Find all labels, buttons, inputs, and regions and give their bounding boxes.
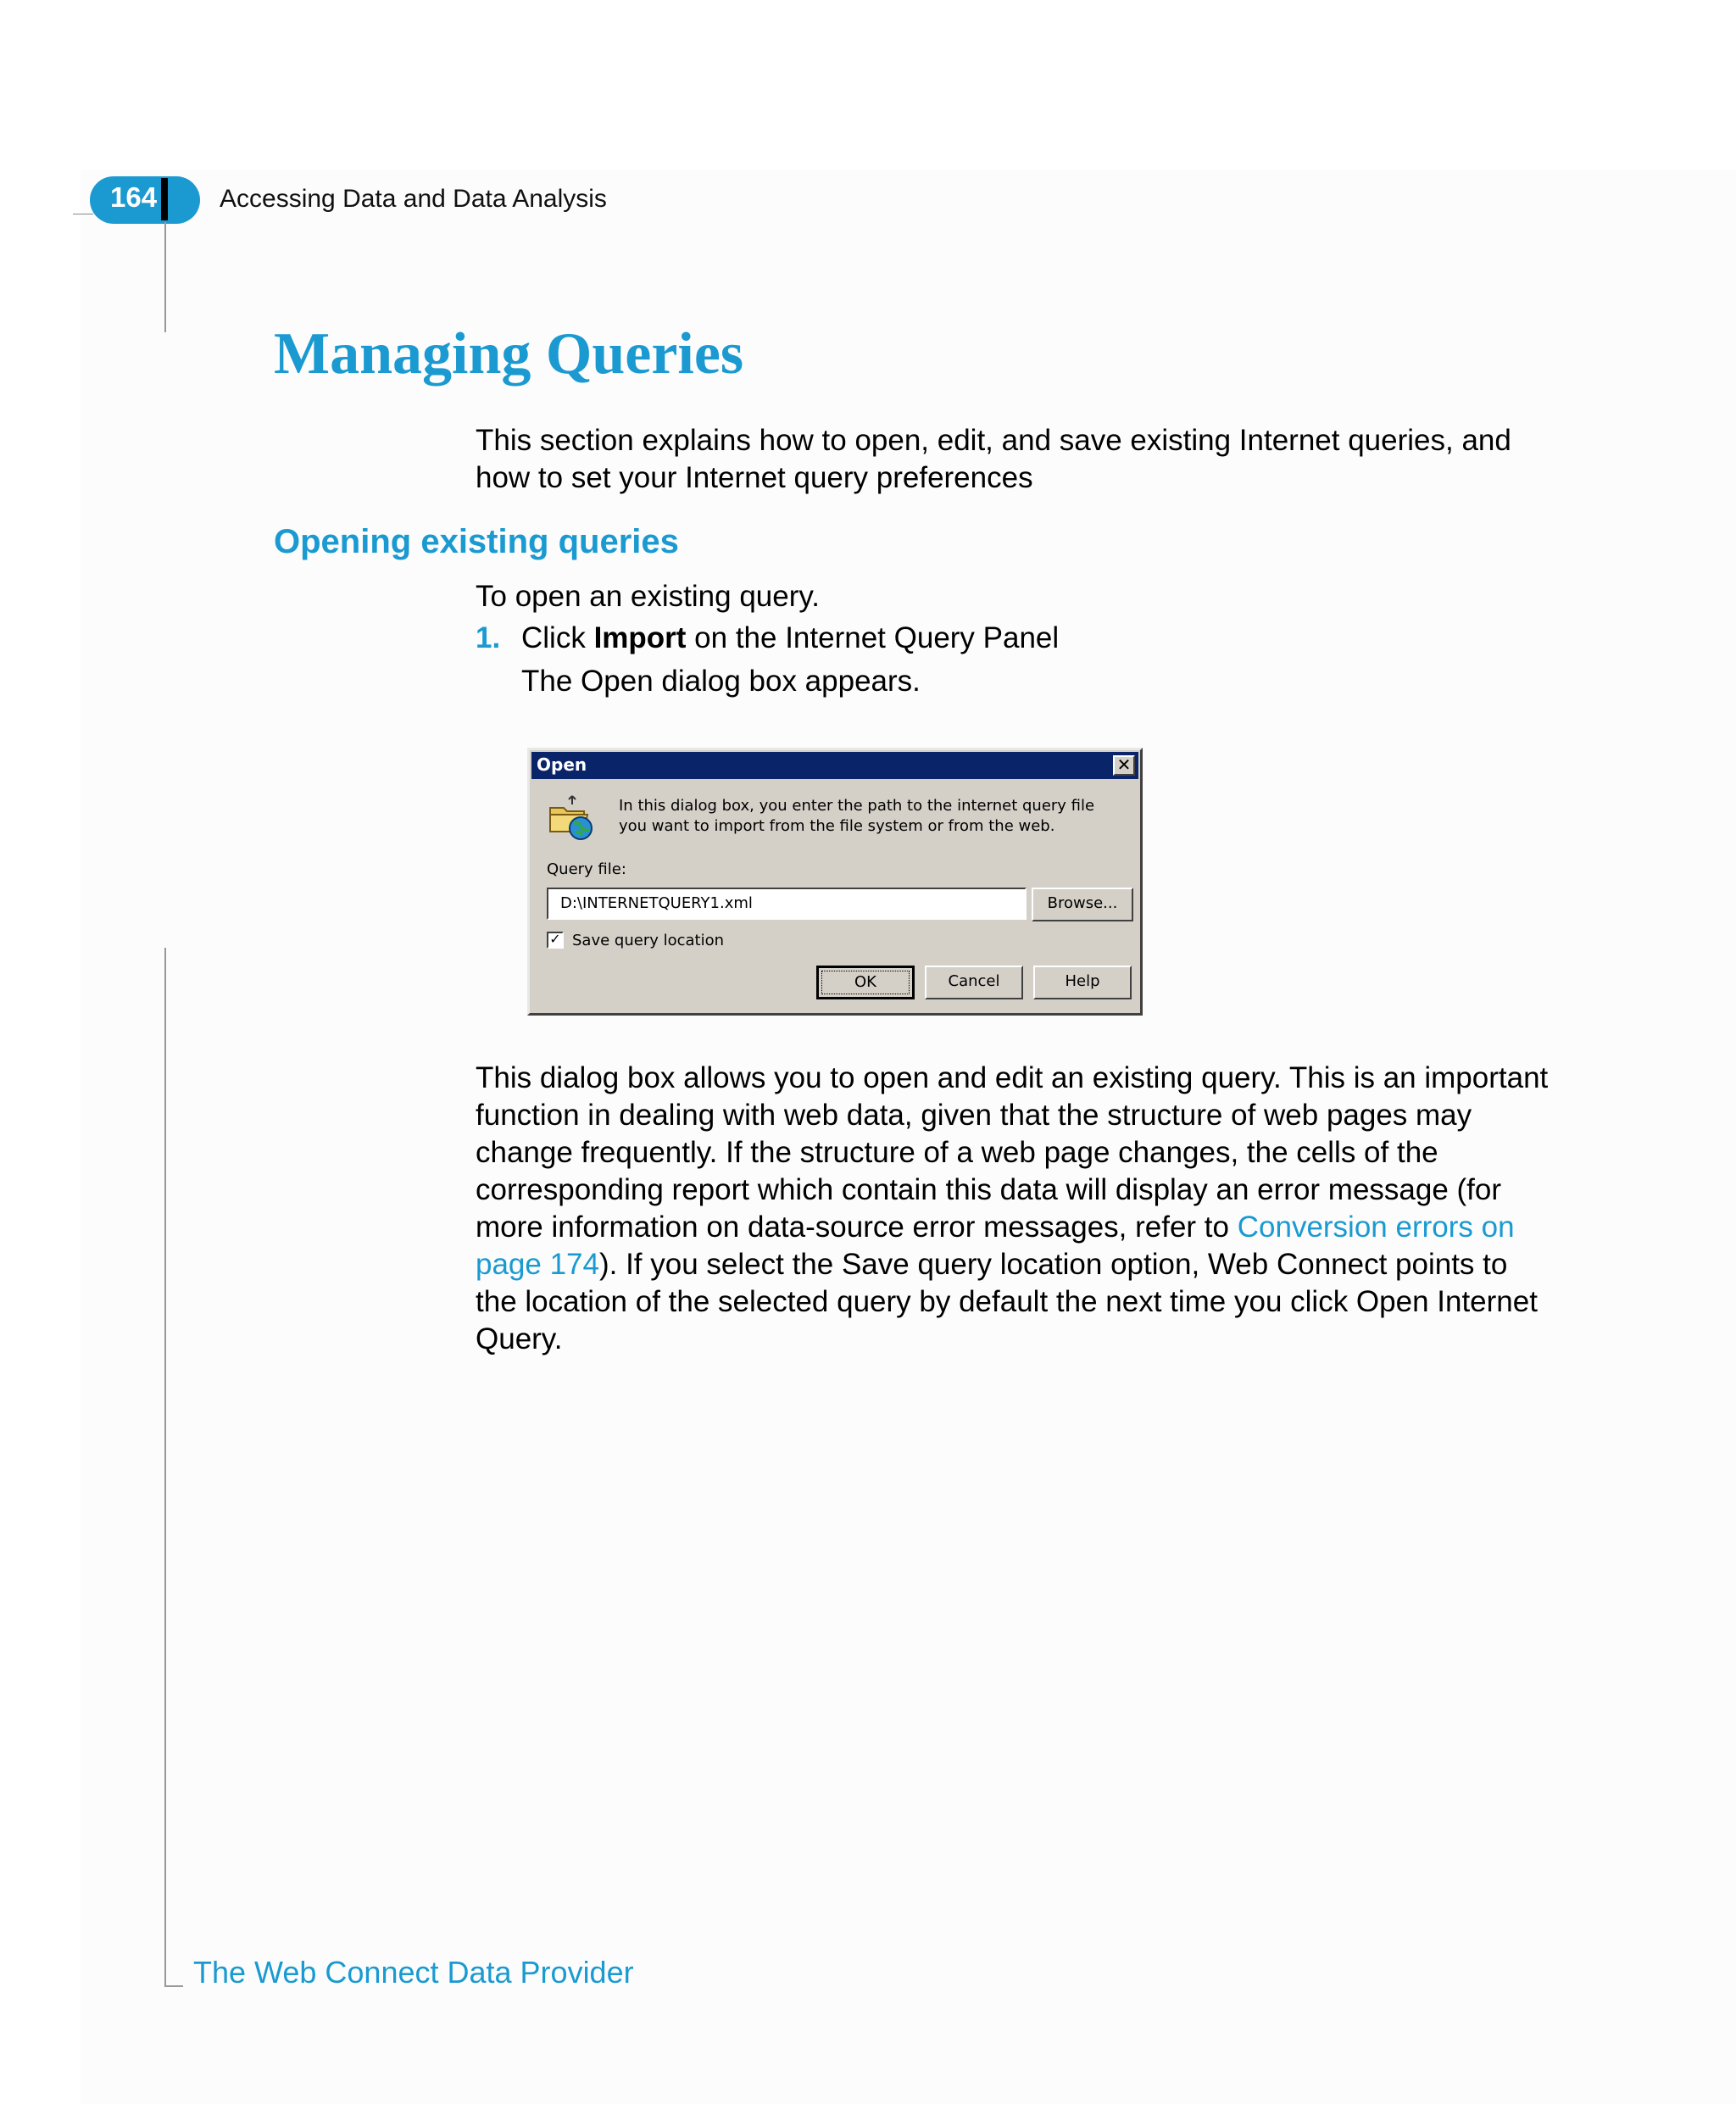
help-button[interactable]: Help	[1033, 966, 1132, 999]
save-location-checkbox[interactable]: ✓	[547, 932, 564, 949]
step-number: 1.	[476, 621, 501, 654]
body-paragraph-pre: This dialog box allows you to open and edit an existing query. This is an important function in dealing with web data, given that the structure of web pages may change frequently. If the structure of a web page changes, the cells of the corresponding report which contain this data will display an error message (for more information on data-source error messages, refer to	[476, 1061, 1549, 1244]
section-title: Managing Queries	[274, 321, 744, 387]
cross-reference-link[interactable]: Conversion errors on page 174	[476, 1211, 1515, 1281]
step-result: The Open dialog box appears.	[521, 665, 921, 698]
step-text-bold: Import	[593, 621, 687, 654]
subsection-lead: To open an existing query.	[476, 580, 821, 613]
page-number: 164	[110, 181, 158, 213]
query-file-input[interactable]: D:\INTERNETQUERY1.xml	[547, 888, 1027, 920]
query-file-label: Query file:	[547, 860, 626, 878]
dialog-title-bar	[531, 752, 1138, 779]
dialog-title: Open	[537, 754, 587, 775]
body-paragraph	[476, 1060, 1552, 1358]
cancel-button[interactable]: Cancel	[925, 966, 1023, 999]
section-intro: This section explains how to open, edit, and save existing Internet queries, and how to set your Internet query preferences	[476, 424, 1511, 494]
step-text	[521, 621, 1059, 655]
save-location-label[interactable]: Save query location	[572, 932, 725, 949]
running-head: Accessing Data and Data Analysis	[220, 185, 607, 213]
browse-button[interactable]: Browse...	[1032, 888, 1133, 921]
close-icon[interactable]: ✕	[1113, 755, 1135, 776]
folder-globe-icon	[547, 793, 596, 842]
footer-tick	[164, 1985, 183, 1987]
margin-rule-top	[164, 222, 166, 332]
footer-title: The Web Connect Data Provider	[193, 1955, 634, 1990]
body-paragraph-post: ). If you select the Save query location option, Web Connect points to the location of the selected query by default the next time you click Open Internet Query.	[476, 1248, 1538, 1355]
margin-rule-bottom	[164, 948, 166, 1987]
ok-button[interactable]	[816, 966, 915, 999]
open-dialog	[527, 748, 1143, 1016]
subsection-title: Opening existing queries	[274, 523, 679, 560]
page-number-bar	[161, 178, 168, 220]
step-text-post: on the Internet Query Panel	[686, 621, 1060, 654]
dialog-description: In this dialog box, you enter the path to the internet query file you want to import from the file system or from the web.	[619, 797, 1095, 835]
step-text-pre: Click	[521, 621, 594, 654]
ok-button-label: OK	[821, 971, 910, 994]
